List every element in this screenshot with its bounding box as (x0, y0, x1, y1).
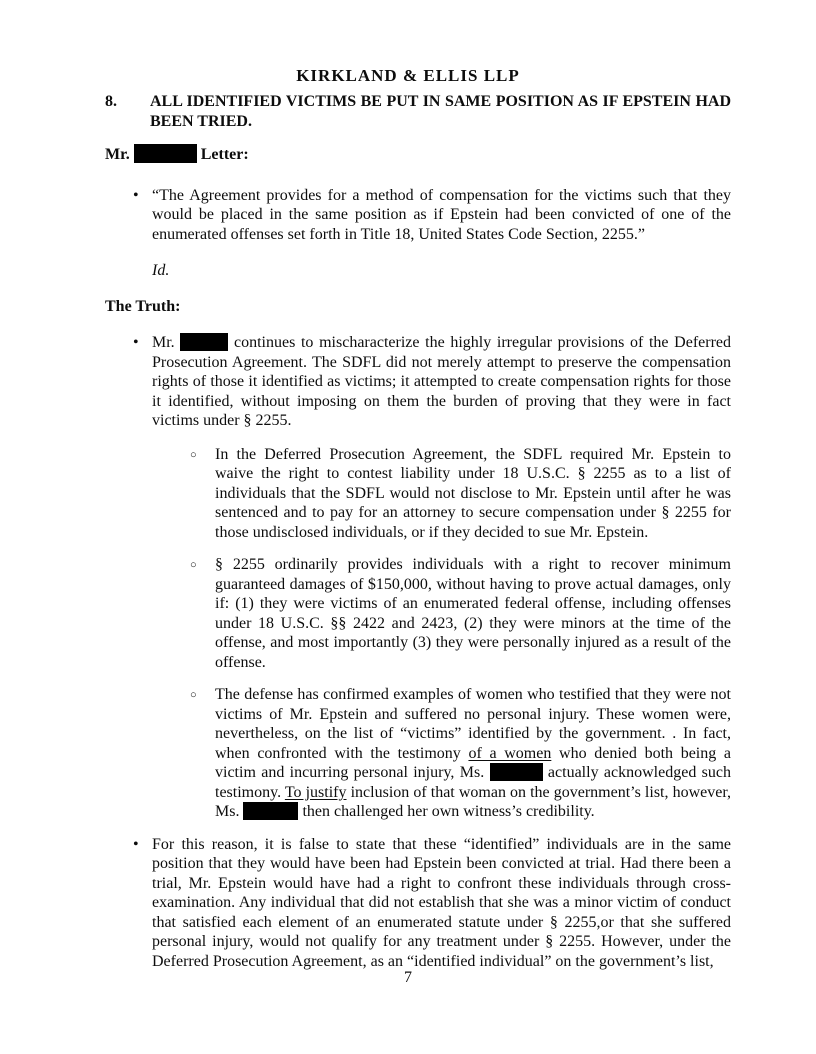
bullet-icon: • (133, 186, 139, 204)
truth-sub-bullet-3 (105, 685, 731, 822)
underlined-text: To justify (284, 783, 347, 801)
circle-bullet-icon: ○ (190, 559, 197, 571)
text-segment: then challenged her own witness’s credibility. (298, 803, 595, 820)
quote-paragraph: “The Agreement provides for a method of compensation for the victims such that they would be placed in the same position as if Epstein had been convicted of one of the enumerated offenses set forth in Title 18, United States Code Section, 2255.” (152, 186, 731, 243)
paragraph: For this reason, it is false to state that these “identified” individuals are in the same position that they would have been had Epstein been convicted at trial. Had there been a trial, Mr. Epstein would have had a right to confront these individuals through cross-examination. Any individual that did not establish that she was a minor victim of conduct that satisfied each element of an enumerated statute under § 2255,or that she suffered personal injury, would not qualify for any treatment under § 2255. However, under the Deferred Prosecution Agreement, as an “identified individual” on the government’s list, (152, 835, 731, 970)
redaction-bar (180, 333, 228, 351)
section-title: ALL IDENTIFIED VICTIMS BE PUT IN SAME POSITION AS IF EPSTEIN HAD BEEN TRIED. (150, 93, 731, 130)
paragraph (215, 685, 731, 822)
text-segment: who denied both being a victim and incurring personal injury, Ms. (215, 744, 732, 781)
section-heading (105, 92, 731, 131)
circle-bullet-icon: ○ (190, 689, 197, 701)
redaction-bar (490, 763, 543, 781)
truth-sub-bullet-1 (105, 445, 731, 543)
redaction-bar (134, 144, 197, 163)
text-segment: The defense has confirmed examples of women who testified that they were not victims of Mr. Epstein and suffered no personal injury. These women were, nevertheless, on the list of “victims” identified by the government. . In fact, when confronted with the testimony (215, 686, 731, 762)
paragraph (152, 333, 731, 431)
circle-bullet-icon: ○ (190, 448, 197, 461)
quote-bullet-item (105, 186, 731, 245)
citation: Id. (152, 262, 170, 279)
page-number: 7 (404, 969, 412, 986)
truth-bullet-1 (105, 333, 731, 431)
letter-label-prefix: Mr. (105, 146, 134, 163)
text-segment: actually acknowledged such testimony. (215, 764, 732, 801)
paragraph: In the Deferred Prosecution Agreement, the SDFL required Mr. Epstein to waive the right to contest liability under 18 U.S.C. § 2255 as to a list of individuals that the SDFL would not disclose to Mr. Epstein until after he was sentenced and to pay for an attorney to secure compensation under § 2255 for those undisclosed individuals, or if they decided to sue Mr. Epstein. (215, 445, 731, 541)
firm-name-header: KIRKLAND & ELLIS LLP (296, 66, 520, 85)
truth-bullet-2 (105, 835, 731, 972)
letter-label-suffix: Letter: (196, 146, 249, 163)
section-number: 8. (105, 93, 117, 110)
redaction-bar (243, 802, 298, 820)
text-segment: inclusion of that woman on the government’s list, however, Ms. (215, 783, 732, 820)
text-segment: Mr. (152, 334, 181, 351)
letter-label (105, 144, 731, 165)
bullet-icon: • (133, 835, 139, 853)
text-segment: continues to mischaracterize the highly irregular provisions of the Deferred Prosecution Agreement. The SDFL did not merely attempt to preserve the compensation rights of those it identified as victims; it attempted to create compensation rights for those it identified, without imposing on them the burden of proving that they were in fact victims under § 2255. (152, 334, 732, 429)
bullet-icon: • (133, 334, 139, 351)
underlined-text: of a women (468, 744, 552, 762)
paragraph: § 2255 ordinarily provides individuals with a right to recover minimum guaranteed damages of $150,000, without having to prove actual damages, only if: (1) they were victims of an enumerated federal offense, including offenses under 18 U.S.C. §§ 2422 and 2423, (2) they were minors at the time of the offense, and most importantly (3) they were personally injured as a result of the offense. (215, 556, 731, 671)
truth-sub-bullet-2 (105, 555, 731, 672)
truth-label: The Truth: (105, 297, 181, 315)
